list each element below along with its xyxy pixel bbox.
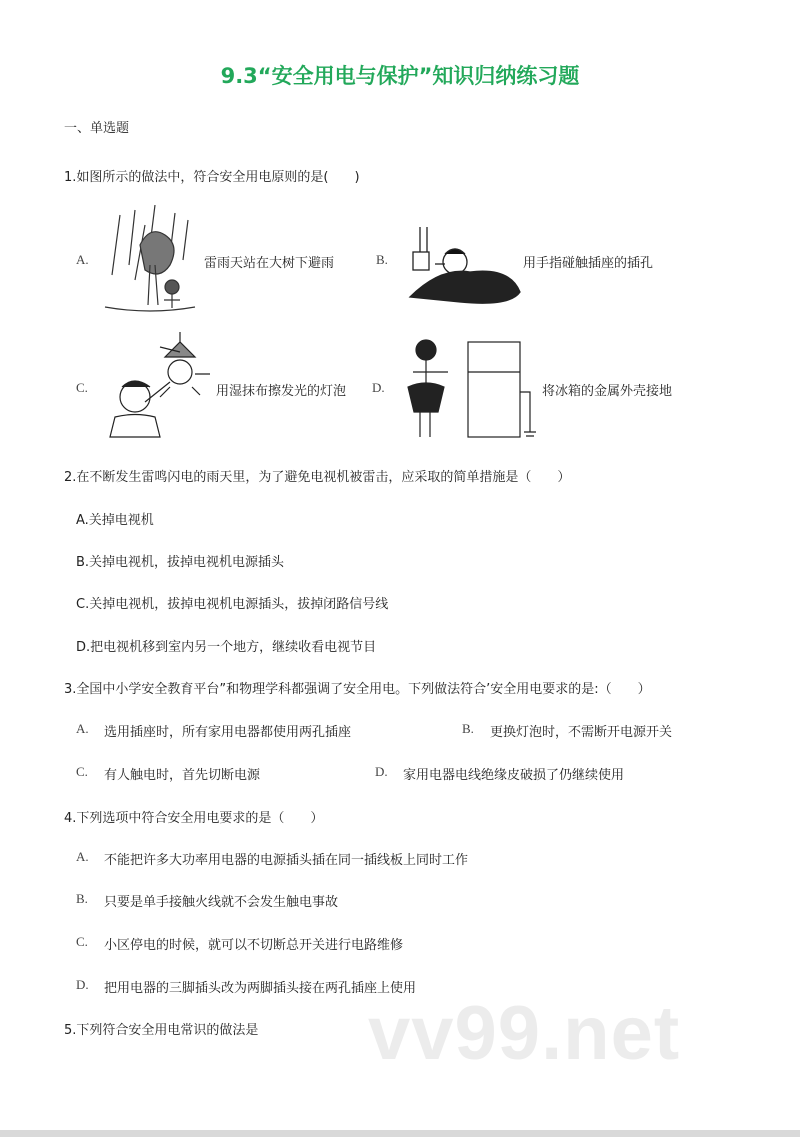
q4-option-a-label: A. [76,849,89,864]
q1-option-c-label: C. [76,380,88,395]
q1-option-a-text: 雷雨天站在大树下避雨 [204,256,335,271]
q1-option-b-text: 用手指碰触插座的插孔 [523,256,654,271]
page-title: 9.3“安全用电与保护”知识归纳练习题 [220,64,580,88]
q3-option-d-label: D. [375,764,388,779]
illustration-finger-in-socket [405,222,525,307]
section-heading: 一、单选题 [64,121,130,136]
question-5-stem: 5.下列符合安全用电常识的做法是 [64,1023,259,1038]
illustration-grounded-fridge [398,332,548,444]
illustration-wiping-lit-bulb [100,332,215,442]
watermark: vv99.net [368,991,681,1076]
q4-option-d-label: D. [76,977,89,992]
q2-option-d: D.把电视机移到室内另一个地方，继续收看电视节目 [76,640,377,655]
q1-option-a-label: A. [76,252,89,267]
question-2-stem: 2.在不断发生雷鸣闪电的雨天里，为了避免电视机被雷击，应采取的简单措施是（ ） [64,470,571,485]
q4-option-d-text: 把用电器的三脚插头改为两脚插头接在两孔插座上使用 [104,981,417,996]
illustration-tree-in-storm [100,205,200,315]
q3-option-c-text: 有人触电时，首先切断电源 [104,768,261,783]
q2-option-b: B.关掉电视机，拔掉电视机电源插头 [76,555,285,570]
q1-option-b-label: B. [376,252,388,267]
q1-option-d-label: D. [372,380,385,395]
q2-option-c: C.关掉电视机，拔掉电视机电源插头，拔掉闭路信号线 [76,597,389,612]
q3-option-b-label: B. [462,721,474,736]
q1-option-d-text: 将冰箱的金属外壳接地 [542,384,673,399]
q2-option-a: A.关掉电视机 [76,513,154,528]
q3-option-d-text: 家用电器电线绝缘皮破损了仍继续使用 [403,768,625,783]
q4-option-c-label: C. [76,934,88,949]
q3-option-a-label: A. [76,721,89,736]
q4-option-b-text: 只要是单手接触火线就不会发生触电事故 [104,895,339,910]
question-1-stem: 1.如图所示的做法中，符合安全用电原则的是( ) [64,170,360,185]
q3-option-c-label: C. [76,764,88,779]
q4-option-c-text: 小区停电的时候，就可以不切断总开关进行电路维修 [104,938,404,953]
q3-option-a-text: 选用插座时，所有家用电器都使用两孔插座 [104,725,352,740]
page-bottom-edge [0,1130,800,1137]
question-4-stem: 4.下列选项中符合安全用电要求的是（ ） [64,811,324,826]
q4-option-a-text: 不能把许多大功率用电器的电源插头插在同一插线板上同时工作 [104,853,469,868]
q3-option-b-text: 更换灯泡时，不需断开电源开关 [490,725,673,740]
q4-option-b-label: B. [76,891,88,906]
question-3-stem: 3.全国中小学安全教育平台”和物理学科都强调了安全用电。下列做法符合’安全用电要求的是:（ ） [64,682,651,697]
q1-option-c-text: 用湿抹布擦发光的灯泡 [216,384,347,399]
